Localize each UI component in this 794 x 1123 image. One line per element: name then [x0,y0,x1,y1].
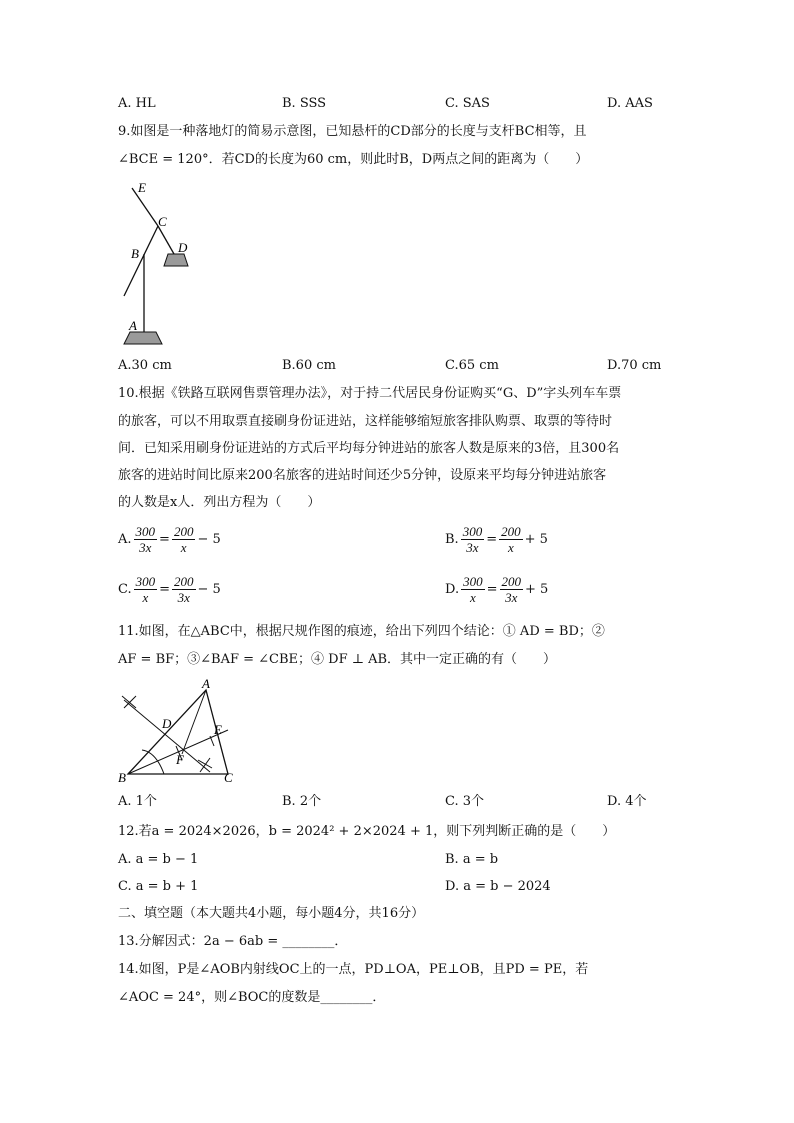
fraction: $\frac{200}{x}$ [501,524,521,555]
q9-option-d: D.70 cm [607,358,662,373]
q11-option-c: C. 3个 [445,794,485,809]
section-heading-fill-in: 二、填空题（本大题共4小题，每小题4分，共16分） [118,906,425,921]
q13-text: 13.分解因式：2a − 6ab = ________． [118,934,348,949]
q11-label-b: B [118,770,126,785]
q11-label-a: A [202,678,210,691]
q10-text-line1: 10.根据《铁路互联网售票管理办法》，对于持二代居民身份证购买“G、D”字头列车车票 [118,386,622,401]
q9-option-a: A.30 cm [118,358,172,373]
fraction: $\frac{300}{x}$ [463,574,483,605]
q9-option-b: B.60 cm [282,358,336,373]
q11-triangle-construction-figure [116,678,240,786]
q10-text-line5: 的人数是x人．列出方程为（ ） [118,495,321,510]
q11-text-line1: 11.如图，在△ABC中，根据尺规作图的痕迹，给出下列四个结论：① AD = BD；② [118,624,605,639]
q11-option-b: B. 2个 [282,794,322,809]
q11-label-c: C [224,770,233,785]
q12-option-c: C. a = b + 1 [118,879,199,894]
fraction: $\frac{300}{3x}$ [135,524,156,555]
q8-option-d: D. AAS [607,96,653,111]
q8-option-c: C. SAS [445,96,490,111]
q9-option-c: C.65 cm [445,358,499,373]
q11-label-e: E [214,722,222,737]
q12-option-b: B. a = b [445,852,499,867]
q14-text-line2: ∠AOC = 24°，则∠BOC的度数是________． [118,990,386,1005]
q9-label-d: D [178,240,188,255]
q12-option-d: D. a = b − 2024 [445,879,551,894]
q11-option-a: A. 1个 [118,794,157,809]
q12-text: 12.若a = 2024×2026，b = 2024² + 2×2024 + 1，则下列判断正确的是（ ） [118,824,616,839]
q10-option-a: A. $\frac{300}{3x}$ = $\frac{200}{x}$ − 5 [118,524,221,555]
fraction: $\frac{300}{x}$ [135,574,156,605]
q9-label-c: C [158,214,167,229]
q8-option-b: B. SSS [282,96,327,111]
q10-text-line2: 的旅客，可以不用取票直接刷身份证进站，这样能够缩短旅客排队购票、取票的等待时 [118,414,613,429]
fraction: $\frac{200}{x}$ [173,524,194,555]
q9-label-a: A [129,318,137,333]
q9-label-b: B [131,246,139,261]
q8-option-a: A. HL [118,96,156,111]
q12-option-a: A. a = b − 1 [118,852,199,867]
q9-floor-lamp-figure [118,176,198,348]
q14-text-line1: 14.如图，P是∠AOB内射线OC上的一点，PD⊥OA，PE⊥OB，且PD = PE，若 [118,962,589,977]
q11-label-d: D [162,716,172,731]
q11-label-f: F [176,752,184,767]
q10-option-d: D. $\frac{300}{x}$ = $\frac{200}{3x}$ + 5 [445,574,549,605]
q10-option-c: C. $\frac{300}{x}$ = $\frac{200}{3x}$ − 5 [118,574,221,605]
q9-label-e: E [138,180,146,195]
q9-text-line1: 9.如图是一种落地灯的简易示意图，已知悬杆的CD部分的长度与支杆BC相等，且 [118,124,587,139]
fraction: $\frac{300}{3x}$ [462,524,483,555]
q11-text-line2: AF = BF；③∠BAF = ∠CBE；④ DF ⊥ AB．其中一定正确的有（ ） [118,652,557,667]
q10-text-line3: 间．已知采用刷身份证进站的方式后平均每分钟进站的旅客人数是原来的3倍，且300名 [118,441,620,456]
fraction: $\frac{200}{3x}$ [501,574,521,605]
q9-text-line2: ∠BCE = 120°．若CD的长度为60 cm，则此时B，D两点之间的距离为（ ） [118,152,589,167]
q10-option-b: B. $\frac{300}{3x}$ = $\frac{200}{x}$ + 5 [445,524,548,555]
q10-text-line4: 旅客的进站时间比原来200名旅客的进站时间还少5分钟，设原来平均每分钟进站旅客 [118,468,607,483]
fraction: $\frac{200}{3x}$ [174,574,194,605]
q11-option-d: D. 4个 [607,794,647,809]
